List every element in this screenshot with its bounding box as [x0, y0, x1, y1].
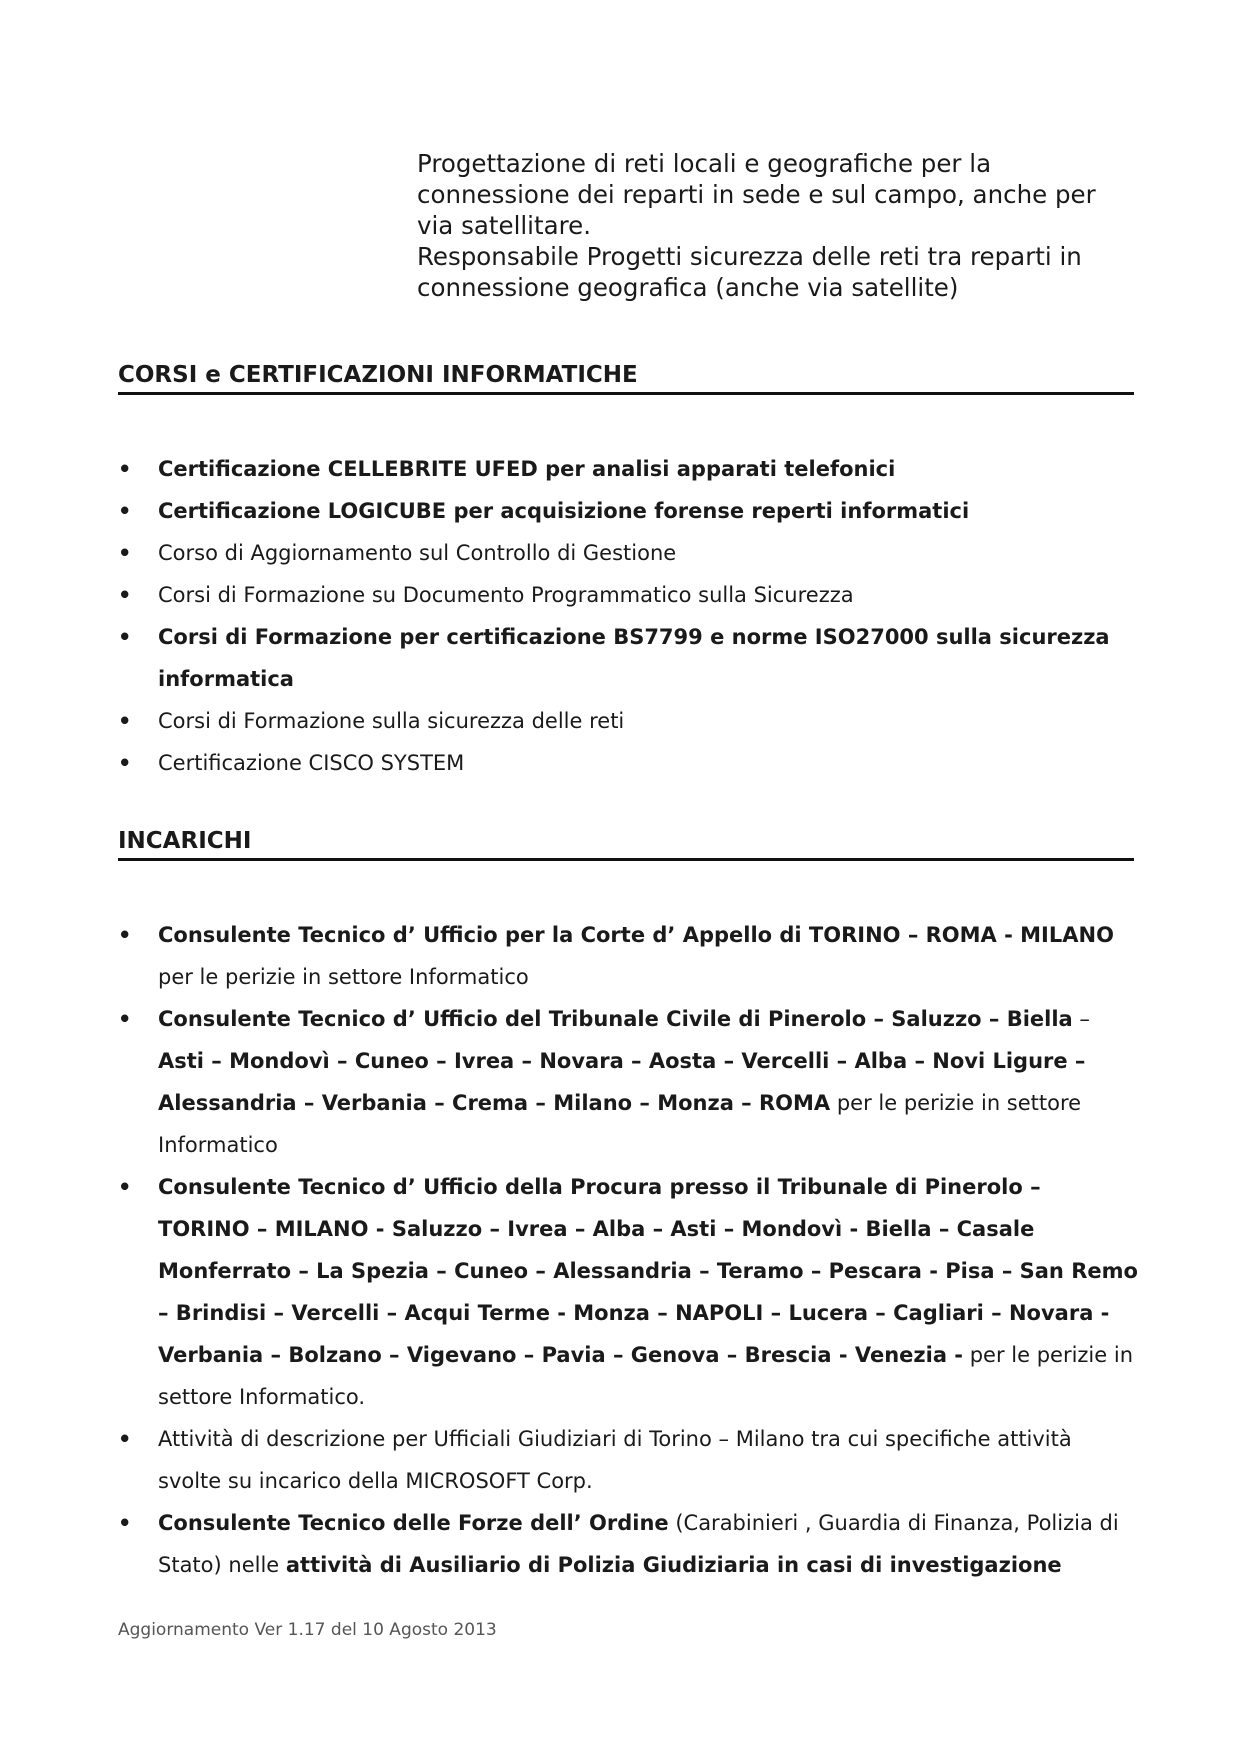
- list-item: • Consulente Tecnico d’ Ufficio della Procura presso il Tribunale di Pinerolo – TORINO – MILANO - Saluzzo – Ivrea – Alba – Asti – Mondovì - Biella – Casale Monferrato – La Spezia – Cuneo – Alessandria – Teramo – Pescara - Pisa – San Remo – Brindisi – Vercelli – Acqui Terme - Monza – NAPOLI – Lucera – Cagliari – Novara - Verbania – Bolzano – Vigevano – Pavia – Genova – Brescia - Venezia - per le perizie in settore Informatico.: [118, 1166, 1138, 1418]
- list-item: • Certificazione CELLEBRITE UFED per analisi apparati telefonici: [118, 448, 1138, 490]
- list-item: • Certificazione CISCO SYSTEM: [118, 742, 1138, 784]
- list-item: • Attività di descrizione per Ufficiali Giudiziari di Torino – Milano tra cui specifiche attività svolte su incarico della MICROSOFT Corp.: [118, 1418, 1138, 1502]
- list-item: • Consulente Tecnico delle Forze dell’ Ordine (Carabinieri , Guardia di Finanza, Polizia di Stato) nelle attività di Ausiliario di Polizia Giudiziaria in casi di investigazione: [118, 1502, 1138, 1586]
- bullet-icon: •: [118, 583, 132, 607]
- list-item: • Corsi di Formazione sulla sicurezza delle reti: [118, 700, 1138, 742]
- bullet-icon: •: [118, 709, 132, 733]
- incarichi-list: [118, 914, 1138, 1586]
- intro-paragraph-1: Progettazione di reti locali e geografiche per la connessione dei reparti in sede e sul campo, anche per via satellitare.: [417, 149, 1096, 240]
- bullet-icon: •: [118, 1175, 132, 1199]
- bullet-icon: •: [118, 751, 132, 775]
- list-item: • Consulente Tecnico d’ Ufficio per la Corte d’ Appello di TORINO – ROMA - MILANO per le perizie in settore Informatico: [118, 914, 1138, 998]
- certificazioni-list: [118, 448, 1138, 784]
- bullet-icon: •: [118, 1427, 132, 1451]
- list-item: • Corsi di Formazione per certificazione BS7799 e norme ISO27000 sulla sicurezza informatica: [118, 616, 1138, 700]
- bullet-icon: •: [118, 625, 132, 649]
- bullet-icon: •: [118, 541, 132, 565]
- bullet-icon: •: [118, 923, 132, 947]
- incarichi-heading: INCARICHI: [118, 828, 1134, 861]
- bullet-icon: •: [118, 1007, 132, 1031]
- list-item: • Corsi di Formazione su Documento Programmatico sulla Sicurezza: [118, 574, 1138, 616]
- intro-text: [417, 148, 1137, 303]
- intro-paragraph-2: Responsabile Progetti sicurezza delle reti tra reparti in connessione geografica (anche via satellite): [417, 242, 1082, 302]
- certificazioni-heading: CORSI e CERTIFICAZIONI INFORMATICHE: [118, 362, 1134, 395]
- bullet-icon: •: [118, 457, 132, 481]
- list-item: • Certificazione LOGICUBE per acquisizione forense reperti informatici: [118, 490, 1138, 532]
- list-item: • Consulente Tecnico d’ Ufficio del Tribunale Civile di Pinerolo – Saluzzo – Biella – Asti – Mondovì – Cuneo – Ivrea – Novara – Aosta – Vercelli – Alba – Novi Ligure – Alessandria – Verbania – Crema – Milano – Monza – ROMA per le perizie in settore Informatico: [118, 998, 1138, 1166]
- bullet-icon: •: [118, 1511, 132, 1535]
- list-item: • Corso di Aggiornamento sul Controllo di Gestione: [118, 532, 1138, 574]
- footer-version: Aggiornamento Ver 1.17 del 10 Agosto 2013: [118, 1620, 497, 1640]
- bullet-icon: •: [118, 499, 132, 523]
